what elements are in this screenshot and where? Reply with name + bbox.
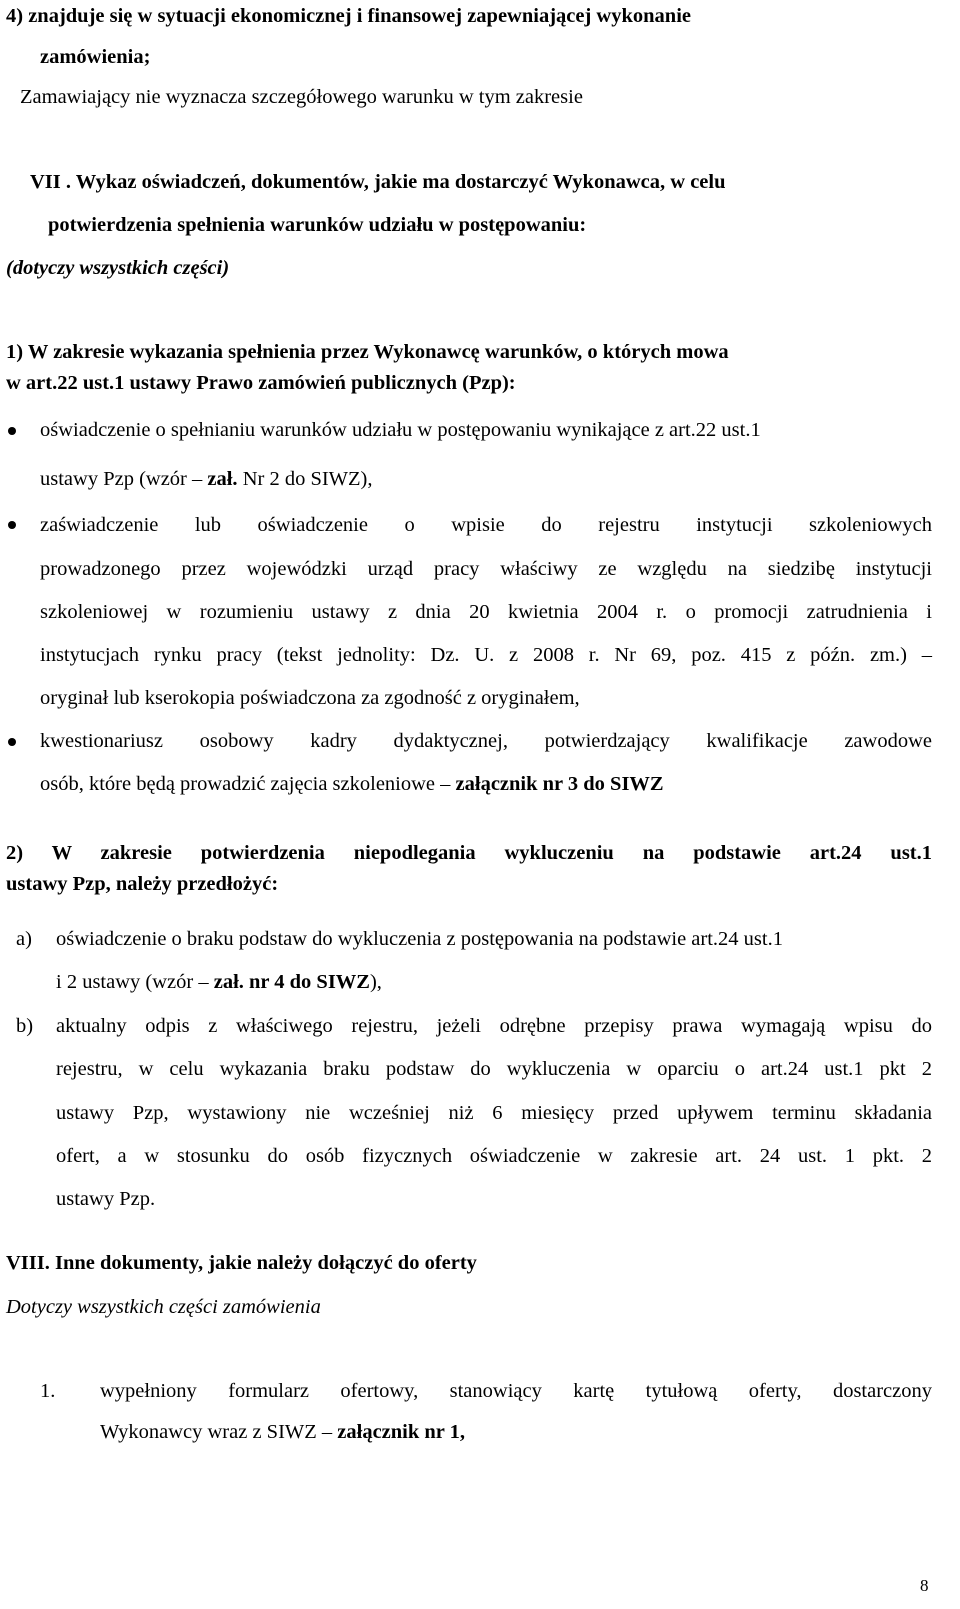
section-viii-scope: Dotyczy wszystkich części zamówienia xyxy=(6,1296,321,1318)
item-a-line2-post: ), xyxy=(369,971,382,993)
section-vii-heading-text-1: VII . Wykaz oświadczeń, dokumentów, jakie ma dostarczyć Wykonawca, w celu xyxy=(30,171,726,193)
section-vii-heading-line2: potwierdzenia spełnienia warunków udziału w postępowaniu: xyxy=(48,214,587,236)
section-vii-scope: (dotyczy wszystkich części) xyxy=(6,257,230,279)
bullet-2-line2: prowadzonego przez wojewódzki urząd pracy właściwy ze względu na siedzibę instytucji xyxy=(40,558,932,580)
condition-note: Zamawiający nie wyznacza szczegółowego warunku w tym zakresie xyxy=(20,86,583,108)
item-b-line1: aktualny odpis z właściwego rejestru, jeżeli odrębne przepisy prawa wymagają wpisu do xyxy=(56,1015,932,1037)
item-b-line4: ofert, a w stosunku do osób fizycznych oświadczenie w zakresie art. 24 ust. 1 pkt. 2 xyxy=(56,1145,932,1167)
bullet-2-icon xyxy=(8,521,16,529)
paragraph-1-line1: 1) W zakresie wykazania spełnienia przez Wykonawcę warunków, o których mowa xyxy=(6,341,729,363)
item-a-line2 xyxy=(56,972,382,993)
bullet-1-line1: oświadczenie o spełnianiu warunków udziału w postępowaniu wynikające z art.22 ust.1 xyxy=(40,419,761,441)
item-1-line2 xyxy=(100,1422,465,1443)
item-1-line2-bold: załącznik nr 1, xyxy=(337,1421,466,1443)
paragraph-2-line1: 2) W zakresie potwierdzenia niepodlegania wykluczeniu na podstawie art.24 ust.1 xyxy=(6,842,932,864)
bullet-1-line2-bold: zał. xyxy=(207,468,238,490)
page-number: 8 xyxy=(920,1576,929,1595)
bullet-1-line2-post: Nr 2 do SIWZ), xyxy=(237,468,373,490)
bullet-2-line1: zaświadczenie lub oświadczenie o wpisie do rejestru instytucji szkoleniowych xyxy=(40,514,932,536)
item-4-line1: 4) znajduje się w sytuacji ekonomicznej i finansowej zapewniającej wykonanie xyxy=(6,5,691,27)
bullet-3-line2-pre: osób, które będą prowadzić zajęcia szkoleniowe – xyxy=(40,773,456,795)
paragraph-1-line2: w art.22 ust.1 ustawy Prawo zamówień publicznych (Pzp): xyxy=(6,372,516,394)
bullet-2-line3: szkoleniowej w rozumieniu ustawy z dnia 20 kwietnia 2004 r. o promocji zatrudnienia i xyxy=(40,601,932,623)
item-1-line1: wypełniony formularz ofertowy, stanowiący kartę tytułową oferty, dostarczony xyxy=(100,1380,932,1402)
paragraph-2-line2: ustawy Pzp, należy przedłożyć: xyxy=(6,873,279,895)
item-b-line5: ustawy Pzp. xyxy=(56,1188,156,1210)
item-a-line2-bold: zał. nr 4 do SIWZ xyxy=(213,971,370,993)
item-a-line1: oświadczenie o braku podstaw do wykluczenia z postępowania na podstawie art.24 ust.1 xyxy=(56,928,783,950)
item-1-line2-pre: Wykonawcy wraz z SIWZ – xyxy=(100,1421,338,1443)
item-b-line3: ustawy Pzp, wystawiony nie wcześniej niż 6 miesięcy przed upływem terminu składania xyxy=(56,1102,932,1124)
bullet-3-line2 xyxy=(40,774,664,795)
item-4-line2: zamówienia; xyxy=(40,46,151,68)
section-vii-heading-line1 xyxy=(30,172,726,193)
bullet-1-line2-pre: ustawy Pzp (wzór – xyxy=(40,468,208,490)
bullet-1-line2 xyxy=(40,469,373,490)
bullet-3-line1: kwestionariusz osobowy kadry dydaktycznej, potwierdzający kwalifikacje zawodowe xyxy=(40,730,932,752)
bullet-1-icon xyxy=(8,427,16,435)
item-b-line2: rejestru, w celu wykazania braku podstaw do wykluczenia w oparciu o art.24 ust.1 pkt 2 xyxy=(56,1058,932,1080)
bullet-2-line5: oryginał lub kserokopia poświadczona za zgodność z oryginałem, xyxy=(40,687,580,709)
item-a-marker: a) xyxy=(16,928,32,950)
item-a-line2-pre: i 2 ustawy (wzór – xyxy=(56,971,214,993)
item-1-marker: 1. xyxy=(40,1380,56,1402)
bullet-3-line2-bold: załącznik nr 3 do SIWZ xyxy=(455,773,664,795)
bullet-3-icon xyxy=(8,738,16,746)
item-b-marker: b) xyxy=(16,1015,34,1037)
bullet-2-line4: instytucjach rynku pracy (tekst jednolity: Dz. U. z 2008 r. Nr 69, poz. 415 z późn. zm.) – xyxy=(40,644,932,666)
section-viii-heading: VIII. Inne dokumenty, jakie należy dołączyć do oferty xyxy=(6,1252,477,1274)
